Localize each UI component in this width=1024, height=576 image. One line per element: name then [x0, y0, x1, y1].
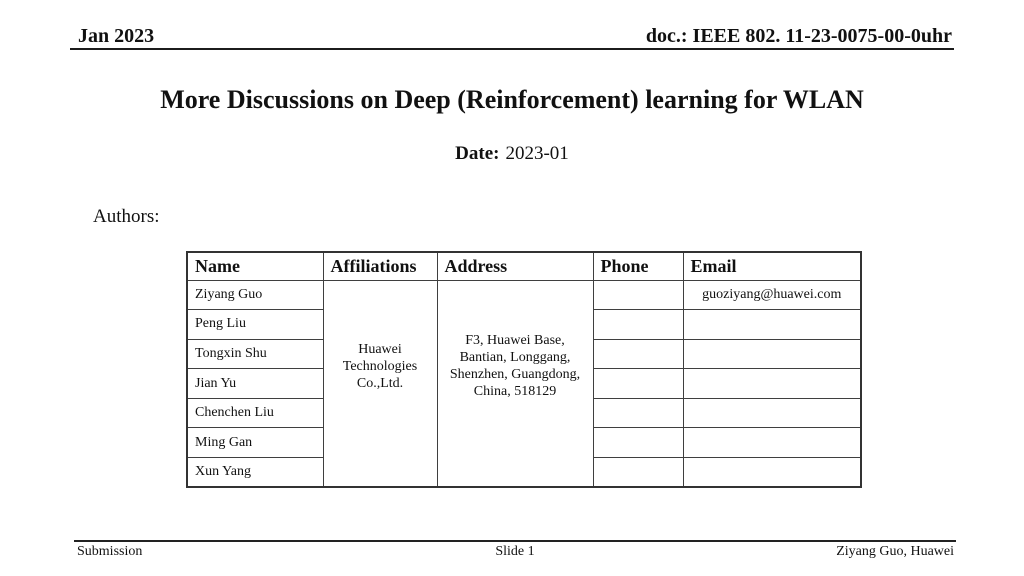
date-label: Date: [455, 143, 500, 164]
author-email [683, 458, 861, 488]
author-phone [593, 458, 683, 488]
author-name: Ziyang Guo [187, 280, 323, 310]
author-phone [593, 369, 683, 399]
author-email [683, 428, 861, 458]
author-email [683, 339, 861, 369]
header-doc-number: doc.: IEEE 802. 11-23-0075-00-0uhr [645, 25, 952, 47]
author-name: Peng Liu [187, 310, 323, 340]
author-phone [593, 339, 683, 369]
author-name: Ming Gan [187, 428, 323, 458]
footer-author-credit: Ziyang Guo, Huawei [836, 544, 954, 559]
author-name: Xun Yang [187, 458, 323, 488]
table-header-row [187, 252, 861, 280]
footer-slide-number: Slide 1 [495, 544, 535, 559]
header-date: Jan 2023 [78, 25, 155, 47]
page-footer [74, 540, 956, 560]
author-name: Tongxin Shu [187, 339, 323, 369]
authors-table [186, 251, 862, 488]
date-value: 2023-01 [505, 143, 569, 164]
author-email [683, 398, 861, 428]
page-title: More Discussions on Deep (Reinforcement) learning for WLAN [160, 85, 864, 114]
date-line [0, 143, 1024, 165]
column-header-affiliations: Affiliations [323, 252, 437, 280]
column-header-phone: Phone [593, 252, 683, 280]
page-header [70, 26, 954, 50]
author-email: guoziyang@huawei.com [683, 280, 861, 310]
address-cell: F3, Huawei Base, Bantian, Longgang, Shenzhen, Guangdong, China, 518129 [437, 280, 593, 487]
affiliation-cell: Huawei Technologies Co.,Ltd. [323, 280, 437, 487]
authors-label: Authors: [93, 206, 160, 227]
author-phone [593, 428, 683, 458]
column-header-address: Address [437, 252, 593, 280]
author-name: Chenchen Liu [187, 398, 323, 428]
author-phone [593, 398, 683, 428]
author-email [683, 310, 861, 340]
author-email [683, 369, 861, 399]
author-phone [593, 280, 683, 310]
author-phone [593, 310, 683, 340]
author-name: Jian Yu [187, 369, 323, 399]
column-header-email: Email [683, 252, 861, 280]
column-header-name: Name [187, 252, 323, 280]
table-row [187, 280, 861, 310]
footer-submission: Submission [77, 544, 143, 559]
